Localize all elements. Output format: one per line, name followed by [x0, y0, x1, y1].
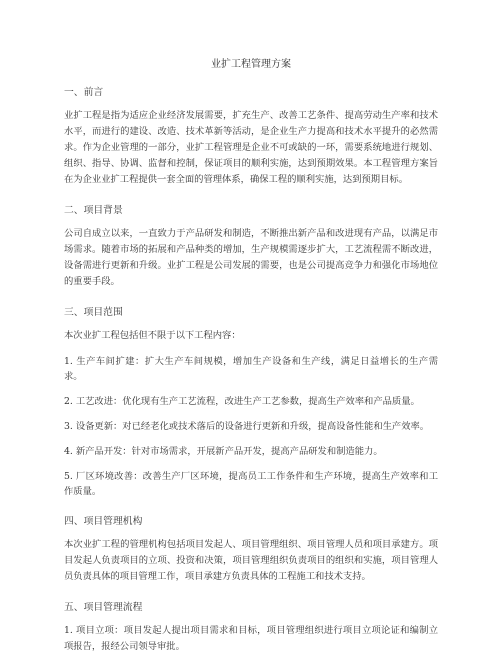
- list-item: 2. 工艺改进：优化现有生产工艺流程，改进生产工艺参数，提高生产效率和产品质量。: [64, 396, 420, 407]
- list-item: 4. 新产品开发：针对市场需求，开展新产品开发，提高产品研发和制造能力。: [64, 446, 383, 457]
- section-heading-process: 五、项目管理流程: [64, 602, 143, 613]
- list-item: 1. 生产车间扩建：扩大生产车间规模，增加生产设备和生产线，满足日益增长的生产需求。: [64, 356, 438, 382]
- list-item: 3. 设备更新：对已经老化或技术落后的设备进行更新和升级，提高设备性能和生产效率。: [64, 421, 430, 432]
- section-heading-preface: 一、前言: [64, 87, 104, 98]
- preface-paragraph: 业扩工程是指为适应企业经济发展需要，扩充生产、改善工艺条件、提高劳动生产率和技术水平，而进行的建设、改造、技术革新等活动，是企业生产力提高和技术水平提升的必然需求。作为企业管理的一部分，业扩工程管理是企业不可或缺的一环，需要系统地进行规划、组织、指导、协调、监督和控制，保证项目的顺利实施，达到预期效果。本工程管理方案旨在为企业业扩工程提供一套全面的管理体系，确保工程的顺利实施，达到预期目标。: [64, 110, 438, 185]
- section-heading-scope: 三、项目范围: [64, 307, 123, 318]
- scope-intro: 本次业扩工程包括但不限于以下工程内容：: [64, 330, 241, 341]
- section-heading-organization: 四、项目管理机构: [64, 516, 143, 527]
- process-paragraph: 1. 项目立项：项目发起人提出项目需求和目标，项目管理组织进行项目立项论证和编制立项报告，报经公司领导审批。: [64, 625, 438, 652]
- document-title: 业扩工程管理方案: [211, 59, 291, 70]
- section-heading-background: 二、项目背景: [64, 205, 123, 216]
- background-paragraph: 公司自成立以来，一直致力于产品研发和制造，不断推出新产品和改进现有产品，以满足市场需求。随着市场的拓展和产品种类的增加，生产规模需逐步扩大，工艺流程需不断改进，设备需进行更新和升级。业扩工程是公司发展的需要，也是公司提高竞争力和强化市场地位的重要手段。: [64, 228, 438, 287]
- list-item: 5. 厂区环境改善：改善生产厂区环境，提高员工工作条件和生产环境，提高生产效率和工作质量。: [64, 471, 438, 497]
- organization-paragraph: 本次业扩工程的管理机构包括项目发起人、项目管理组织、项目管理人员和项目承建方。项目发起人负责项目的立项、投资和决策，项目管理组织负责项目的组织和实施，项目管理人员负责具体的项目管理工作，项目承建方负责具体的工程施工和技术支持。: [64, 539, 438, 582]
